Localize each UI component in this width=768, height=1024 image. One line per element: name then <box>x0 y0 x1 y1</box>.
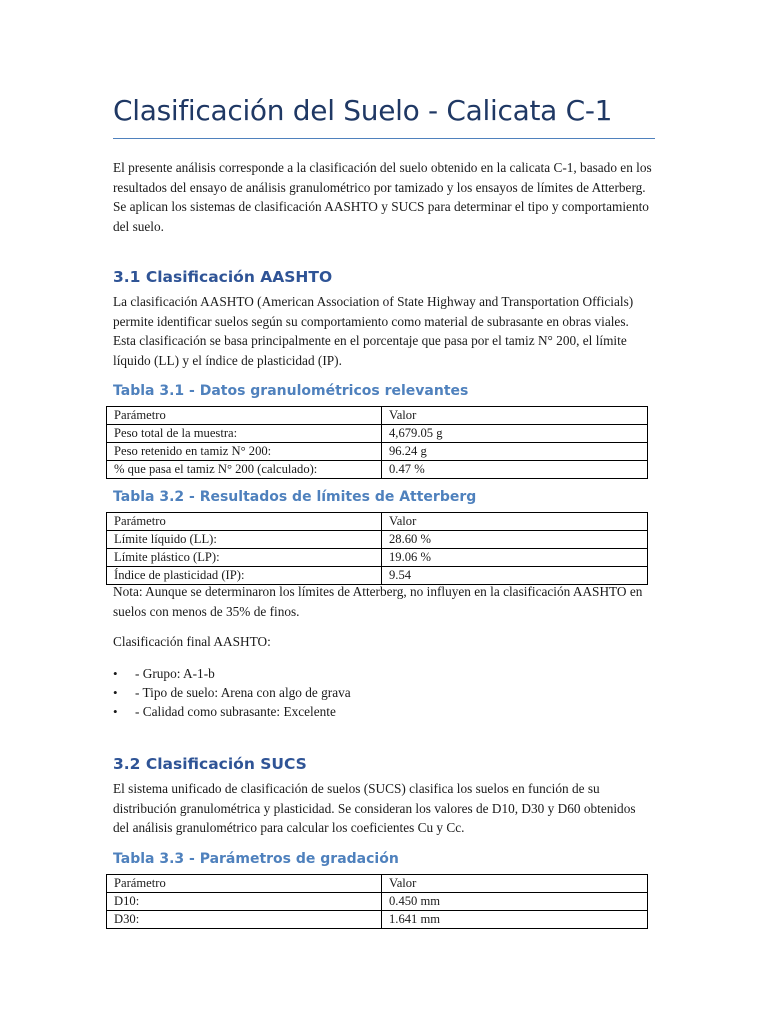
table-header-cell: Valor <box>382 513 648 531</box>
sucs-paragraph: El sistema unificado de clasificación de suelos (SUCS) clasifica los suelos en función de su distribución granulométrica y plasticidad. Se consideran los valores de D10, D30 y D60 obtenidos del análisis granulométrico para calcular los coeficientes Cu y Cc. <box>113 781 636 835</box>
section-heading-sucs: 3.2 Clasificación SUCS <box>113 755 307 773</box>
table-row <box>107 443 648 461</box>
classification-bullet-list <box>113 664 351 721</box>
table-caption-3-1: Tabla 3.1 - Datos granulométricos relevantes <box>113 383 469 399</box>
table-cell: D30: <box>107 911 382 929</box>
table-cell: 19.06 % <box>382 549 648 567</box>
table-cell: Peso total de la muestra: <box>107 425 382 443</box>
table-cell: Peso retenido en tamiz N° 200: <box>107 443 382 461</box>
intro-paragraph: El presente análisis corresponde a la clasificación del suelo obtenido en la calicata C-1, basado en los resultados del ensayo de análisis granulométrico por tamizado y los ensayos de límites de Atterberg. Se aplican los sistemas de clasificación AASHTO y SUCS para determinar el tipo y comportamiento del suelo. <box>113 160 652 234</box>
document-title: Clasificación del Suelo - Calicata C-1 <box>113 94 613 127</box>
table-cell: 28.60 % <box>382 531 648 549</box>
list-item <box>113 702 351 721</box>
table-cell: D10: <box>107 893 382 911</box>
list-item <box>113 664 351 683</box>
table-gradation-parameters <box>106 874 648 929</box>
table-header-cell: Valor <box>382 875 648 893</box>
final-classification-label: Clasificación final AASHTO: <box>113 634 271 649</box>
table-row <box>107 911 648 929</box>
table-cell: Límite plástico (LP): <box>107 549 382 567</box>
list-item-text: - Calidad como subrasante: Excelente <box>135 704 336 719</box>
bullet-icon: • <box>113 666 118 681</box>
table-atterberg-limits <box>106 512 648 585</box>
table-row <box>107 549 648 567</box>
list-item-text: - Grupo: A-1-b <box>135 666 215 681</box>
table-row <box>107 531 648 549</box>
table-cell: 4,679.05 g <box>382 425 648 443</box>
section-heading-aashto: 3.1 Clasificación AASHTO <box>113 268 333 286</box>
table-header-row <box>107 875 648 893</box>
title-underline <box>113 138 655 139</box>
table-cell: Índice de plasticidad (IP): <box>107 567 382 585</box>
atterberg-note: Nota: Aunque se determinaron los límites de Atterberg, no influyen en la clasificación AASHTO en suelos con menos de 35% de finos. <box>113 584 643 619</box>
aashto-paragraph: La clasificación AASHTO (American Association of State Highway and Transportation Officials) permite identificar suelos según su comportamiento como material de subrasante en obras viales. Esta clasificación se basa principalmente en el porcentaje que pasa por el tamiz N° 200, el límite líquido (LL) y el índice de plasticidad (IP). <box>113 294 634 368</box>
table-cell: 9.54 <box>382 567 648 585</box>
table-cell: % que pasa el tamiz N° 200 (calculado): <box>107 461 382 479</box>
table-header-cell: Parámetro <box>107 407 382 425</box>
table-cell: 96.24 g <box>382 443 648 461</box>
bullet-icon: • <box>113 685 118 700</box>
table-header-cell: Valor <box>382 407 648 425</box>
table-cell: 1.641 mm <box>382 911 648 929</box>
list-item-text: - Tipo de suelo: Arena con algo de grava <box>135 685 351 700</box>
table-cell: Límite líquido (LL): <box>107 531 382 549</box>
table-header-cell: Parámetro <box>107 513 382 531</box>
table-header-cell: Parámetro <box>107 875 382 893</box>
table-cell: 0.450 mm <box>382 893 648 911</box>
table-caption-3-2: Tabla 3.2 - Resultados de límites de Atterberg <box>113 489 477 505</box>
table-row <box>107 461 648 479</box>
table-cell: 0.47 % <box>382 461 648 479</box>
table-granulometric-data <box>106 406 648 479</box>
table-row <box>107 893 648 911</box>
table-caption-3-3: Tabla 3.3 - Parámetros de gradación <box>113 851 399 867</box>
table-header-row <box>107 513 648 531</box>
list-item <box>113 683 351 702</box>
bullet-icon: • <box>113 704 118 719</box>
table-row <box>107 425 648 443</box>
table-header-row <box>107 407 648 425</box>
